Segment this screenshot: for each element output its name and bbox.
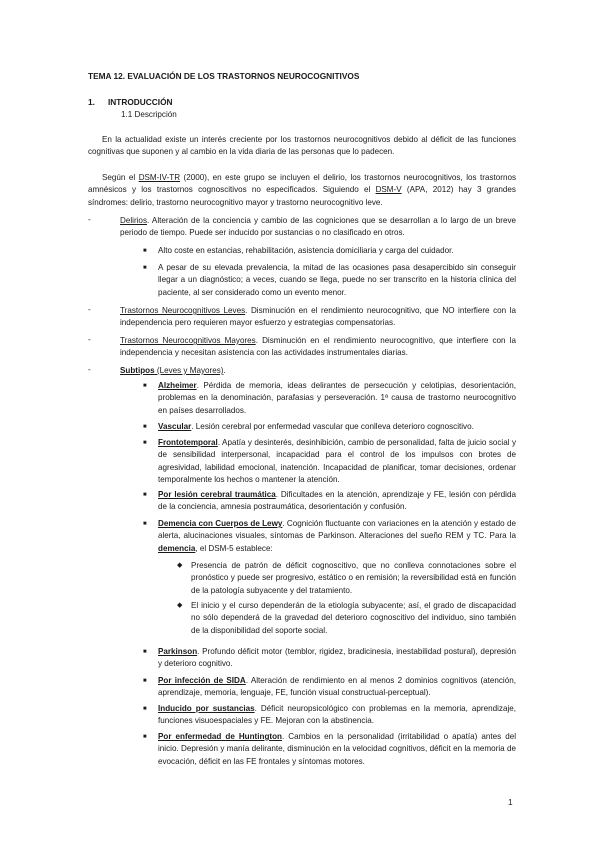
document-title: TEMA 12. EVALUACIÓN DE LOS TRASTORNOS NEUROCOGNITIVOS [88,71,360,81]
item-paren: (Leves y Mayores) [154,366,224,375]
subtipo-text: . Alteración de rendimiento en al menos 2 dominios cognitivos (atención, aprendizaje, memoria, lenguaje, FE, función visual constructual-perceptual). [158,676,516,698]
demencia-term: demencia [158,543,196,553]
page-number: 1 [508,797,513,807]
subtipo-sida [158,675,516,700]
subtipo-vascular [158,421,516,433]
subtipo-frontotemporal [158,437,516,486]
subtipo-sustancias [158,703,516,728]
square-bullet-icon: ■ [143,678,147,684]
text-run: Según el [102,173,139,182]
item-leves [120,305,516,330]
delirio-point-1: Alto coste en estancias, rehabilitación, asistencia domiciliaria y carga del cuidador. [158,246,454,255]
diamond-bullet-icon: ◆ [177,562,183,569]
paragraph-dsm [88,172,516,209]
subtipo-label: Por infección de SIDA [158,676,246,685]
subtipo-text: . Lesión cerebral por enfermedad vascular que conlleva deterioro cognoscitivo. [191,422,474,431]
subtipo-text: . Pérdida de memoria, ideas delirantes de persecución y celotipias, desorientación, problemas en la denominación, parafasias y perseveración. 1ª causa de trastorno neurocognitivo en países desarrollados. [158,381,516,415]
delirio-point-2: A pesar de su elevada prevalencia, la mitad de las ocasiones pasa desapercibido sin conseguir llegar a un diagnóstico; a veces, cuando se llega, puede no ser transcrito en la historia clínica del paciente, al ser considerado como un evento menor. [158,263,516,297]
subtipo-text: . Cognición fluctuante con variaciones en la atención y estado de alerta, alucinaciones visuales, síntomas de Parkinson. Alteraciones del sueño REM y TC. Para la [158,519,516,541]
dash-bullet: - [88,305,91,314]
square-bullet-icon: ■ [143,734,147,740]
subtipo-label: Demencia con Cuerpos de Lewy [158,519,283,528]
subtipo-text: . Apatía y desinterés, desinhibición, cambio de personalidad, falta de juicio social y de sensibilidad interpersonal, incapacidad para el control de los impulsos con brotes de agresividad, labilidad emocional, inatención. Incapacidad de planificar, tomar decisiones, ordenar temporalmente los hechos o mantener la atención. [158,438,516,484]
lewy-criterion-2: El inicio y el curso dependerán de la etiología subyacente; así, el grado de discapacidad no sólo dependerá de la gravedad del deterioro cognoscitivo del individuo, sino también de la disponibilidad del soporte social. [191,601,516,635]
subtipo-text: . Dificultades en la atención, aprendizaje y FE, lesión con pérdida de la conciencia, amnesia postraumática, desorientación y confusión. [158,490,516,512]
subtipo-huntington [158,731,516,768]
item-label: Trastornos Neurocognitivos Mayores [120,336,256,345]
item-label: Subtipos [120,366,155,375]
item-label: Delirios [120,216,147,225]
square-bullet-icon: ■ [143,265,147,271]
section-number: 1. [88,97,95,107]
subsection-heading: 1.1 Descripción [121,110,177,119]
subtipo-label: Vascular [158,422,192,431]
dsm5-ref: DSM-V [375,185,402,195]
subtipo-label: Frontotemporal [158,438,218,447]
item-delirios [120,215,516,240]
item-text: . Disminución en el rendimiento neurocognitivo, que NO interfiere con la independencia pero requieren mayor esfuerzo y estrategias compensatorias. [120,306,517,328]
lewy-criterion-1: Presencia de patrón de déficit cognoscitivo, que no conlleva connotaciones sobre el pronóstico y puede ser progresivo, estático o en remisión; la reversibilidad está en función de la patología subyacente y del tratamiento. [191,561,516,595]
dsm4-ref: DSM-IV-TR [138,173,181,182]
item-mayores [120,335,516,360]
subtipo-parkinson [158,646,516,671]
square-bullet-icon: ■ [143,649,147,655]
subtipo-text: , el DSM-5 establece: [195,543,273,553]
subtipo-text: . Cambios en la personalidad (irritabilidad o apatía) antes del inicio. Depresión y manía delirante, disminución en la velocidad cognitivos, déficit en la memoria de evocación, déficit en las FE frontales y síntomas motores. [158,732,516,766]
item-text: . Alteración de la conciencia y cambio de las cogniciones que se desarrollan a lo largo de un breve periodo de tiempo. Puede ser inducido por sustancias o no clasificado en otros. [120,216,516,238]
section-heading: INTRODUCCIÓN [108,97,173,107]
dash-bullet: - [88,215,91,224]
text-run: (APA, 2012) hay 3 grandes síndromes: delirio, trastorno neurocognitivo mayor y trastorno neurocognitivo leve. [88,185,516,207]
square-bullet-icon: ■ [143,424,147,430]
dash-bullet: - [88,365,91,374]
square-bullet-icon: ■ [143,706,147,712]
subtipo-label: Por enfermedad de Huntington [158,732,282,741]
subtipo-text: . Profundo déficit motor (temblor, rigidez, bradicinesia, inestabilidad postural), depresión y deterioro cognitivo. [158,647,516,669]
subtipo-tce [158,489,516,514]
square-bullet-icon: ■ [143,248,147,254]
square-bullet-icon: ■ [143,440,147,446]
diamond-bullet-icon: ◆ [177,602,183,609]
square-bullet-icon: ■ [143,383,147,389]
item-label: Trastornos Neurocognitivos Leves [120,306,246,315]
square-bullet-icon: ■ [143,521,147,527]
subtipo-label: Alzheimer [158,381,197,390]
square-bullet-icon: ■ [143,492,147,498]
item-end: . [223,366,226,375]
subtipo-label: Parkinson [158,647,198,656]
paragraph-intro: En la actualidad existe un interés creciente por los trastornos neurocognitivos debido al déficit de las funciones cognitivas que suponen y al cambio en la vida diaria de las personas que lo padecen. [88,135,516,157]
text-run: (2000), en este grupo se incluyen el delirio, los trastornos neurocognitivos, los trastornos amnésicos y los trastornos cognoscitivos no especificados. Siguiendo el [88,173,517,195]
item-text: . Disminución en el rendimiento neurocognitivo, que interfiere con la independencia y necesitan asistencia con las actividades instrumentales diarias. [120,336,516,358]
subtipo-text: . Déficit neuropsicológico con problemas en la memoria, aprendizaje, funciones visuoespaciales y FE. Mejoran con la abstinencia. [158,704,516,726]
subtipo-alzheimer [158,380,516,417]
subtipo-lewy [158,518,516,555]
dash-bullet: - [88,335,91,344]
subtipo-label: Inducido por sustancias [158,704,255,713]
item-subtipos [120,365,516,377]
subtipo-label: Por lesión cerebral traumática [158,490,276,499]
